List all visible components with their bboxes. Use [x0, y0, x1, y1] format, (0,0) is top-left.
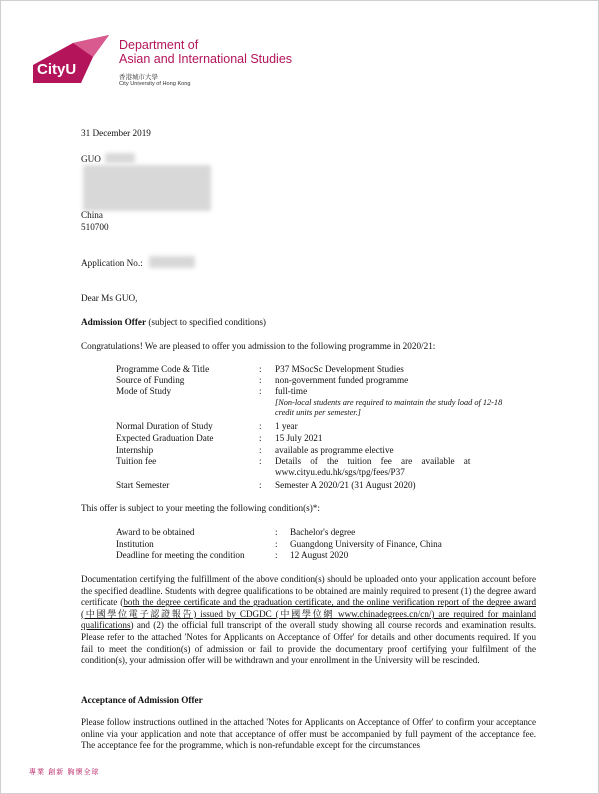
- chinese-university-name: 香港城市大學: [119, 73, 158, 81]
- congrats-text: Congratulations! We are pleased to offer you admission to the following programme in 2020/21:: [81, 341, 436, 351]
- prog-label: Expected Graduation Date: [116, 433, 214, 443]
- address-postcode: 510700: [81, 222, 109, 232]
- cond-label: Institution: [116, 539, 154, 549]
- logo-text: CityU: [37, 61, 77, 78]
- address-country: China: [81, 210, 103, 220]
- department-name: [119, 38, 292, 66]
- redacted-name: [105, 153, 135, 163]
- cond-label: Award to be obtained: [116, 527, 195, 537]
- prog-label: Normal Duration of Study: [116, 421, 213, 431]
- salutation: Dear Ms GUO,: [81, 293, 138, 303]
- documentation-paragraph: [81, 574, 536, 667]
- letter-date: 31 December 2019: [81, 128, 151, 138]
- university-name: City University of Hong Kong: [119, 81, 191, 87]
- prog-value: full-time: [275, 386, 308, 396]
- prog-label: Source of Funding: [116, 375, 185, 385]
- prog-value: non-government funded programme: [275, 375, 409, 385]
- redacted-address: [83, 165, 211, 211]
- prog-label: Tuition fee: [116, 456, 157, 466]
- footer-motto: 專業 創新 胸懷全球: [29, 768, 100, 776]
- colon: :: [259, 386, 262, 396]
- colon: :: [259, 364, 262, 374]
- prog-label: Mode of Study: [116, 386, 172, 396]
- cond-value: Guangdong University of Finance, China: [290, 539, 442, 549]
- prog-label: Programme Code & Title: [116, 364, 210, 374]
- cond-value: 12 August 2020: [290, 550, 349, 560]
- tuition-url[interactable]: www.cityu.edu.hk/sgs/tpg/fees/P37: [275, 467, 405, 477]
- prog-value: Details of the tuition fee are available at: [275, 456, 471, 466]
- colon: :: [259, 433, 262, 443]
- acceptance-paragraph: Please follow instructions outlined in the attached 'Notes for Applicants on Acceptance of Offer' to confirm your acceptance online via your application and note that acceptance of offer must be accompanied by full payment of the acceptance fee. The acceptance fee for the programme, which is non-refundable except for the circumstances: [81, 717, 536, 751]
- offer-heading: [81, 317, 266, 329]
- doc-text-1: Documentation certifying the fulfillment of the above condition(s) should be uploaded onto your application account before the specified deadline. Students with degree qualifications to be obtained are mainly required to present (1) the degree award certificate (: [81, 574, 536, 608]
- colon: :: [259, 421, 262, 431]
- recipient-name: GUO: [81, 154, 101, 164]
- colon: :: [275, 550, 278, 560]
- colon: :: [259, 480, 262, 490]
- colon: :: [259, 456, 262, 466]
- dept-line-1: Department of: [119, 38, 199, 52]
- offer-heading-bold: Admission Offer: [81, 317, 147, 327]
- prog-value: P37 MSocSc Development Studies: [275, 364, 404, 374]
- application-label: Application No.:: [81, 258, 143, 268]
- prog-label: Internship: [116, 445, 154, 455]
- dept-line-2: Asian and International Studies: [119, 52, 293, 66]
- colon: :: [259, 375, 262, 385]
- redacted-application-no: [149, 256, 195, 268]
- offer-heading-rest: (subject to specified conditions): [146, 317, 266, 327]
- mode-note-2: credit units per semester.]: [275, 408, 361, 417]
- colon: :: [275, 527, 278, 537]
- colon: :: [259, 445, 262, 455]
- mode-note-1: [Non-local students are required to maintain the study load of 12-18: [275, 398, 503, 407]
- prog-value: 15 July 2021: [275, 433, 323, 443]
- prog-value: available as programme elective: [275, 445, 394, 455]
- colon: :: [275, 539, 278, 549]
- prog-value: 1 year: [275, 421, 298, 431]
- cond-label: Deadline for meeting the condition: [116, 550, 245, 560]
- acceptance-heading: Acceptance of Admission Offer: [81, 695, 203, 705]
- conditions-intro: This offer is subject to your meeting the following condition(s)*:: [81, 503, 320, 513]
- doc-text-2: ) and (2) the official full transcript of the overall study showing all course records and examination results. Please refer to the attached 'Notes for Applicants on Acceptance of Offer' for details and other documents required. If you fail to meet the condition(s) of admission or fail to provide the documentary proof certifying your fulfilment of the condition(s), your admission offer will be withdrawn and your enrollment in the University will be rescinded.: [81, 620, 536, 666]
- cond-value: Bachelor's degree: [290, 527, 356, 537]
- doc-underlined-text: both the degree certificate and the graduation certificate, and the online verification report of the degree award (中國學位電子認證報告) issued by CDGDC (中國學位網 www.chinadegrees.cn/cn/) are required for mainland qualifications: [81, 597, 536, 631]
- prog-value: Semester A 2020/21 (31 August 2020): [275, 480, 416, 490]
- cityu-logo: [33, 35, 115, 83]
- prog-label: Start Semester: [116, 480, 170, 490]
